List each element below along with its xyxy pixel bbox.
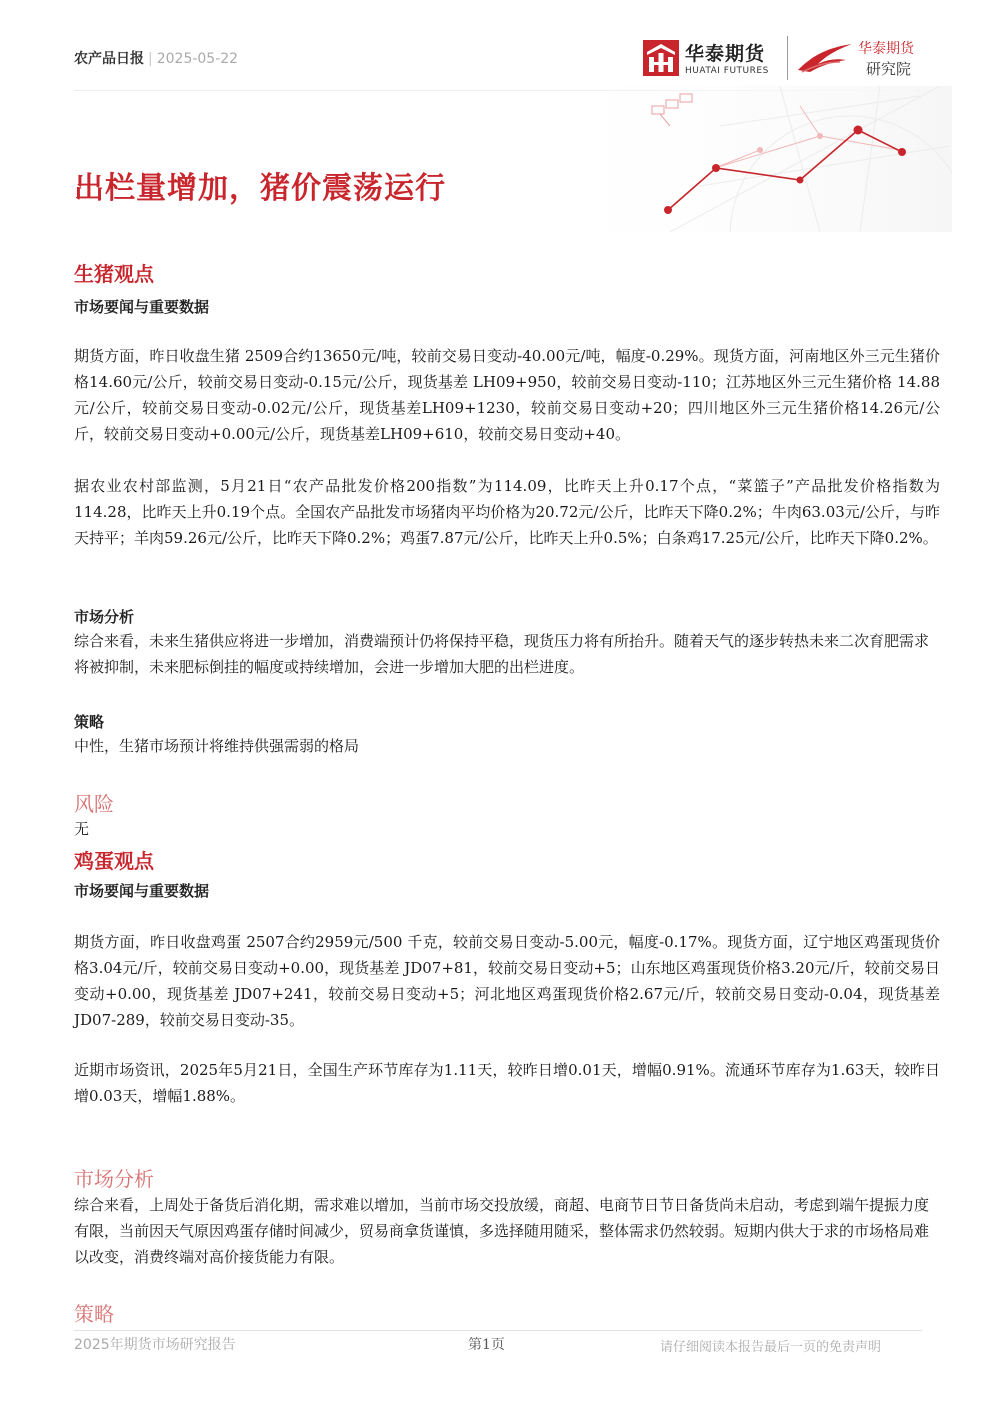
institute-name-line2: 研究院 (866, 60, 912, 78)
egg-heading: 鸡蛋观点 (74, 849, 154, 873)
brand-name-en: HUATAI FUTURES (685, 66, 769, 76)
disclaimer-note: 请仔细阅读本报告最后一页的免责声明 (660, 1340, 882, 1355)
page-number: 第1页 (468, 1337, 505, 1353)
huatai-futures-logo (643, 38, 783, 80)
hog-news-heading: 市场要闻与重要数据 (74, 298, 210, 316)
report-type: 农产品日报 (74, 51, 144, 67)
institute-swoosh-icon (796, 40, 856, 74)
egg-news-heading: 市场要闻与重要数据 (74, 882, 210, 900)
header-separator: | (148, 51, 153, 67)
egg-analysis-text: 综合来看，上周处于备货后消化期，需求难以增加，当前市场交投放缓，商超、电商节日节日备货尚未启动，考虑到端午提振力度有限，当前因天气原因鸡蛋存储时间减少，贸易商拿货谨慎，多选择随用随采，整体需求仍然较弱。短期内供大于求的市场格局难以改变，消费终端对高价接货能力有限。 (74, 1196, 930, 1266)
footer-report-name: 2025年期货市场研究报告 (74, 1337, 236, 1353)
brand-name-cn: 华泰期货 (685, 43, 766, 65)
hog-analysis-heading: 市场分析 (74, 608, 135, 626)
hog-futures-paragraph: 期货方面，昨日收盘生猪 2509合约13650元/吨，较前交易日变动-40.00元/吨，幅度-0.29%。现货方面，河南地区外三元生猪价格14.60元/公斤，较前交易日变动-0.15元/公斤，现货基差 LH09+950，较前交易日变动-110；江苏地区外三元生猪价格 14.88元/公斤，较前交易日变动-0.02元/公斤，现货基差LH09+1230，较前交易日变动+20；四川地区外三元生猪价格14.26元/公斤，较前交易日变动+0.00元/公斤，现货基差LH09+610，较前交易日变动+40。 (74, 347, 940, 443)
institute-name-line1: 华泰期货 (858, 41, 914, 57)
hog-risk-text: 无 (74, 820, 90, 838)
egg-inventory-paragraph: 近期市场资讯，2025年5月21日，全国生产环节库存为1.11天，较昨日增0.01天，增幅0.91%。流通环节库存为1.63天，较昨日增0.03天，增幅1.88%。 (74, 1061, 940, 1105)
hog-strategy-heading: 策略 (74, 713, 105, 731)
research-institute-logo (796, 36, 926, 82)
hog-strategy-text: 中性，生猪市场预计将维持供强需弱的格局 (74, 737, 360, 755)
egg-futures-paragraph: 期货方面，昨日收盘鸡蛋 2507合约2959元/500 千克，较前交易日变动-5.00元，幅度-0.17%。现货方面，辽宁地区鸡蛋现货价格3.04元/斤，较前交易日变动+0.00，现货基差 JD07+81，较前交易日变动+5；山东地区鸡蛋现货价格3.20元/斤，较前交易日变动+0.00，现货基差 JD07+241，较前交易日变动+5；河北地区鸡蛋现货价格2.67元/斤，较前交易日变动-0.04，现货基差 JD07-289，较前交易日变动-35。 (74, 933, 940, 1029)
egg-analysis-heading: 市场分析 (74, 1167, 154, 1191)
logo-divider (787, 36, 788, 80)
hog-index-paragraph: 据农业农村部监测，5月21日“农产品批发价格200指数”为114.09，比昨天上升0.17个点，“菜篮子”产品批发价格指数为114.28，比昨天上升0.19个点。全国农产品批发市场猪肉平均价格为20.72元/公斤，比昨天下降0.2%；牛肉63.03元/公斤，与昨天持平；羊肉59.26元/公斤，比昨天下降0.2%；鸡蛋7.87元/公斤，比昨天上升0.5%；白条鸡17.25元/公斤，比昨天下降0.2%。 (74, 477, 940, 547)
huatai-logo-icon (643, 40, 679, 76)
hog-heading: 生猪观点 (74, 262, 154, 286)
page-title: 出栏量增加，猪价震荡运行 (74, 171, 446, 206)
report-header (74, 48, 238, 68)
network-decoration (520, 86, 952, 232)
hog-analysis-text: 综合来看，未来生猪供应将进一步增加，消费端预计仍将保持平稳，现货压力将有所抬升。随着天气的逐步转热未来二次育肥需求将被抑制，未来肥标倒挂的幅度或持续增加，会进一步增加大肥的出栏进度。 (74, 632, 930, 676)
hog-risk-heading: 风险 (74, 792, 114, 816)
footer-rule (74, 1330, 922, 1331)
egg-strategy-heading: 策略 (74, 1302, 114, 1326)
report-date: 2025-05-22 (156, 51, 239, 67)
